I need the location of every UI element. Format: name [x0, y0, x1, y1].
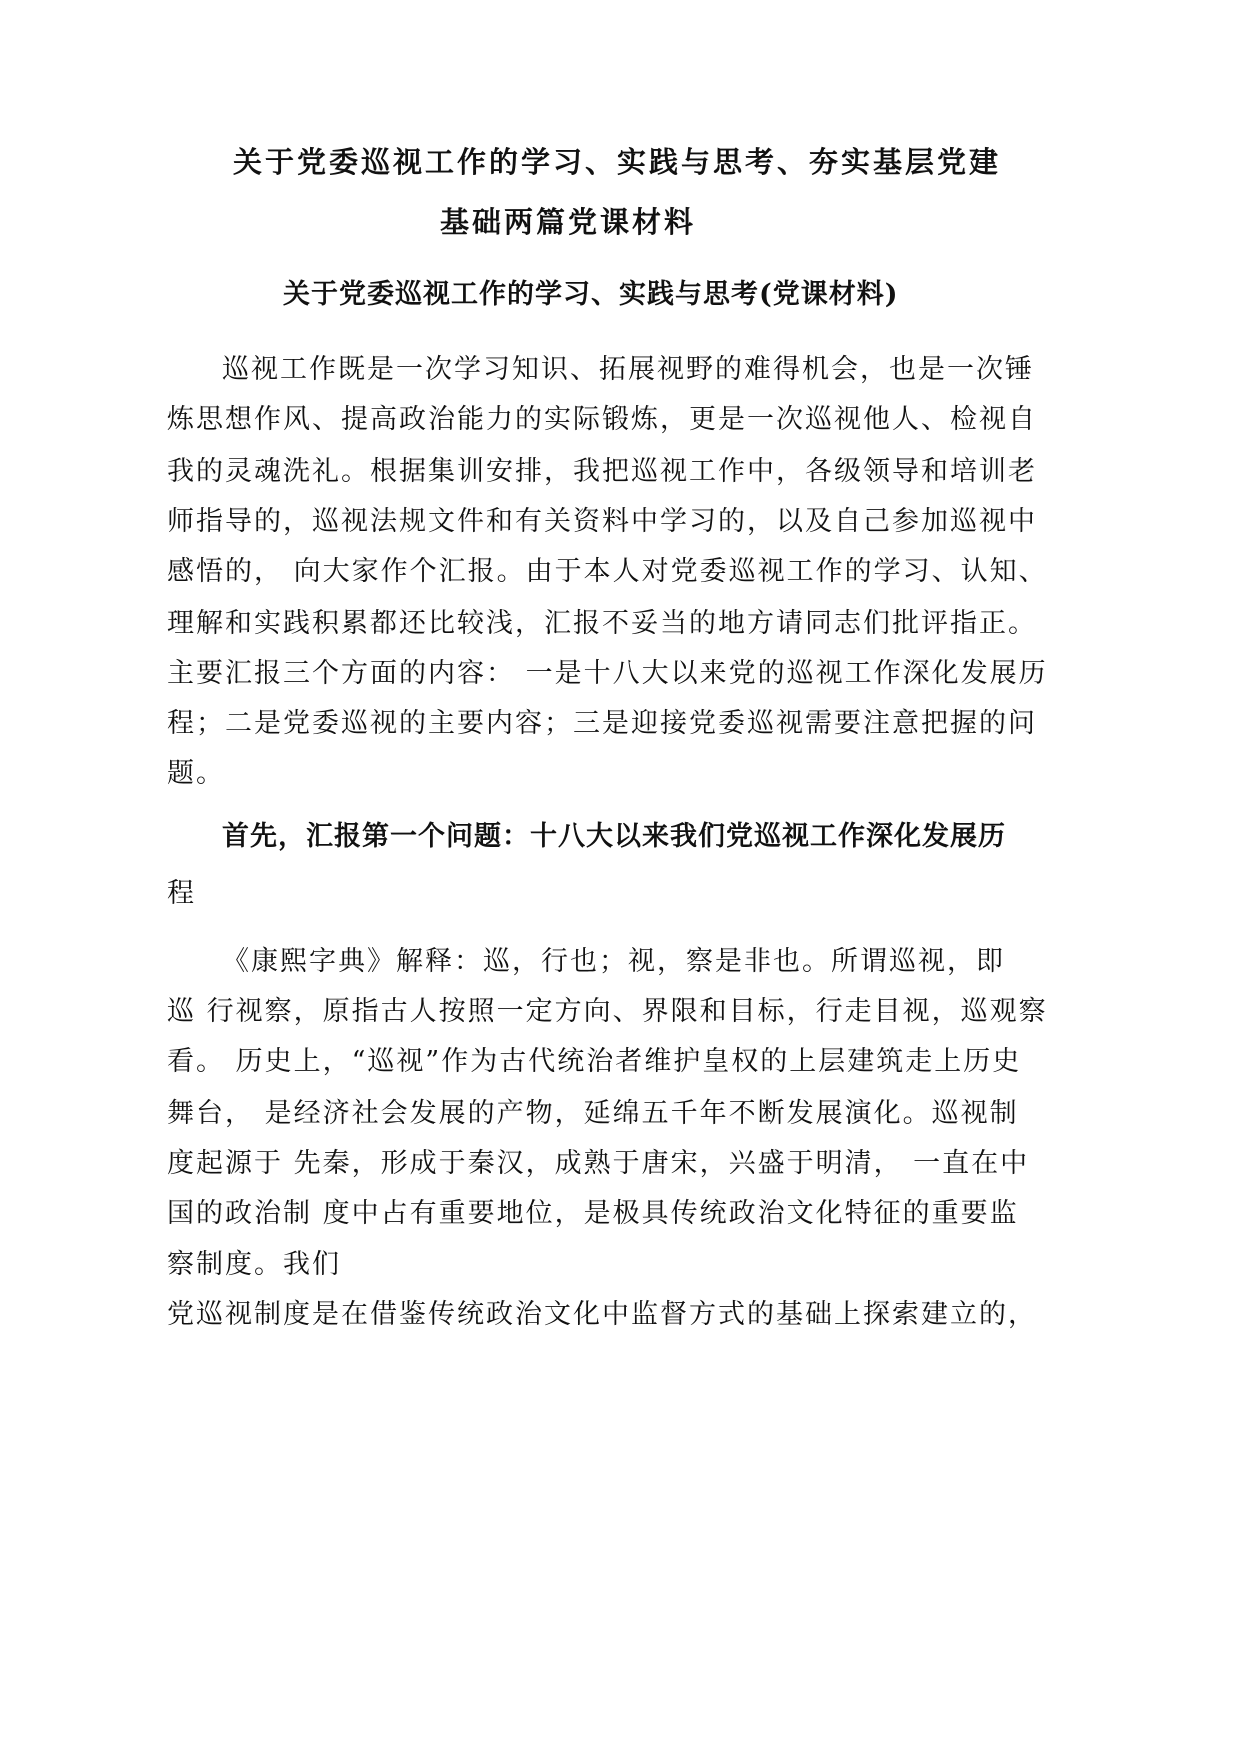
paragraph-1-line-6: 理解和实践积累都还比较浅，汇报不妥当的地方请同志们批评指正。: [167, 608, 1037, 639]
paragraph-2-line-4: 舞台， 是经济社会发展的产物，延绵五千年不断发展演化。巡视制: [167, 1098, 1019, 1129]
paragraph-2-line-8: 党巡视制度是在借鉴传统政治文化中监督方式的基础上探索建立的，: [167, 1299, 1037, 1330]
paragraph-2-line-3: 看。 历史上，“巡视”作为古代统治者维护皇权的上层建筑走上历史: [167, 1046, 1022, 1077]
paragraph-2-line-5: 度起源于 先秦，形成于秦汉，成熟于唐宋，兴盛于明清， 一直在中: [167, 1148, 1030, 1179]
paragraph-2-line-2: 巡 行视察，原指古人按照一定方向、界限和目标，行走目视，巡观察: [167, 996, 1048, 1027]
paragraph-1-line-7: 主要汇报三个方面的内容： 一是十八大以来党的巡视工作深化发展历: [167, 658, 1048, 689]
paragraph-1-line-8: 程；二是党委巡视的主要内容；三是迎接党委巡视需要注意把握的问: [167, 708, 1037, 739]
paragraph-1-line-2: 炼思想作风、提高政治能力的实际锻炼，更是一次巡视他人、检视自: [167, 404, 1037, 435]
paragraph-1-line-9: 题。: [167, 758, 225, 789]
paragraph-2-line-1: 《康熙字典》解释：巡，行也；视，察是非也。所谓巡视，即: [222, 946, 1005, 977]
paragraph-2-line-6: 国的政治制 度中占有重要地位，是极具传统政治文化特征的重要监: [167, 1198, 1019, 1229]
paragraph-1-line-5: 感悟的， 向大家作个汇报。由于本人对党委巡视工作的学习、认知、: [167, 556, 1048, 587]
document-title-line-2: 基础两篇党课材料: [440, 205, 697, 239]
section-1-heading-continuation: 程: [167, 878, 196, 909]
paragraph-1-line-1: 巡视工作既是一次学习知识、拓展视野的难得机会，也是一次锤: [222, 354, 1034, 385]
document-title-line-1: 关于党委巡视工作的学习、实践与思考、夯实基层党建: [233, 145, 1002, 179]
section-1-heading: 首先，汇报第一个问题：十八大以来我们党巡视工作深化发展历: [222, 821, 1006, 852]
paragraph-2-line-7: 察制度。我们: [167, 1249, 341, 1280]
paragraph-1-line-4: 师指导的，巡视法规文件和有关资料中学习的，以及自己参加巡视中: [167, 506, 1037, 537]
section-subtitle: 关于党委巡视工作的学习、实践与思考(党课材料): [283, 279, 899, 310]
paragraph-1-line-3: 我的灵魂洗礼。根据集训安排，我把巡视工作中，各级领导和培训老: [167, 456, 1037, 487]
